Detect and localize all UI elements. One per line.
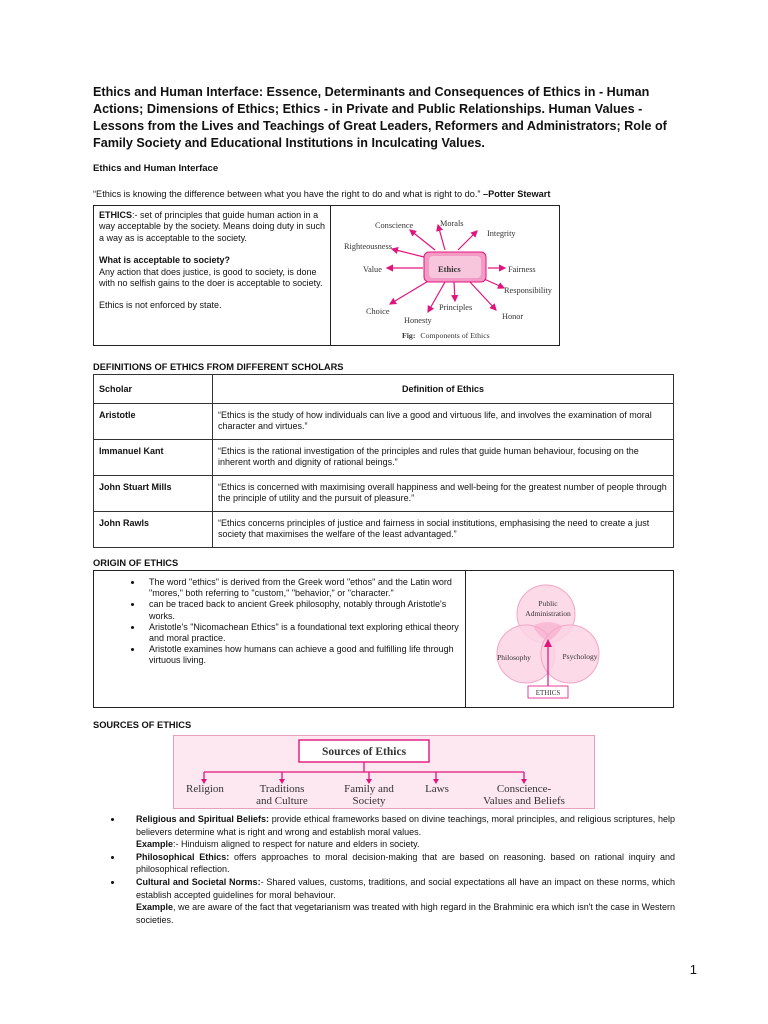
- sources-heading: SOURCES OF ETHICS: [93, 720, 192, 730]
- table-row: [94, 404, 674, 440]
- quote-text: “Ethics is knowing the difference between what you have the right to do and what is right to do.”: [93, 189, 481, 199]
- origin-bullet: • can be traced back to ancient Greek philosophy, notably through Aristotle's works.: [143, 599, 465, 621]
- venn-top-line2: Administration: [525, 609, 571, 618]
- sources-diagram-title: Sources of Ethics: [321, 746, 407, 758]
- ethics-answer: Any action that does justice, is good to society, is done with no selfish gains to the doer is acceptable to society.: [99, 266, 323, 289]
- diagram-center-label: Ethics: [438, 264, 461, 274]
- table-row: [94, 512, 674, 548]
- venn-diagram: [466, 571, 673, 707]
- source-bullet-label: Philosophical Ethics:: [136, 851, 230, 862]
- source-religion: Religion: [186, 783, 224, 795]
- venn-left-label: Philosophy: [497, 653, 531, 662]
- component-value: Value: [363, 265, 382, 274]
- origin-bullet: • Aristotle's "Nicomachean Ethics" is a foundational text exploring ethical theory and moral practice.: [143, 622, 465, 644]
- source-bullet-label: Religious and Spiritual Beliefs:: [136, 814, 270, 824]
- source-bullet: • Religious and Spiritual Beliefs: provide ethical frameworks based on divine teachings, moral principles, and religious scriptures, help believers determine what is right and wrong and establish moral values. Example:- Hinduism aligned to respect for nature and elders in society.: [123, 813, 675, 851]
- ethics-definition: :- set of principles that guide human action in a way acceptable by the society. Means doing duty in such a way as is acceptable to the society.: [99, 210, 325, 243]
- components-of-ethics-diagram: [330, 206, 559, 346]
- svg-text:Fig: Components of Ethic: [402, 331, 490, 340]
- example-label: Example: [136, 902, 174, 913]
- origin-heading: ORIGIN OF ETHICS: [93, 558, 179, 568]
- component-fairness: Fairness: [508, 265, 536, 274]
- source-laws: Laws: [425, 783, 449, 795]
- table-header-row: [94, 375, 674, 404]
- component-honesty: Honesty: [404, 316, 432, 325]
- sources-tree: [174, 736, 594, 808]
- component-honor: Honor: [502, 312, 524, 321]
- scholar-cell: Immanuel Kant: [94, 440, 213, 476]
- ethics-definition-box: [93, 205, 331, 346]
- definition-cell: “Ethics concerns principles of justice and fairness in social institutions, emphasising the need to create a just society that maximises the welfare of the least advantaged.”: [213, 512, 674, 548]
- component-righteousness: Righteousness: [344, 242, 392, 251]
- component-integrity: Integrity: [487, 229, 516, 238]
- origin-text-box: [93, 570, 466, 708]
- definition-cell: “Ethics is concerned with maximising overall happiness and well-being for the greatest number of people through the principle of utility and the pursuit of pleasure.”: [213, 476, 674, 512]
- source-conscience-line2: Values and Beliefs: [483, 795, 565, 807]
- sources-list: [93, 813, 675, 926]
- ethics-term: ETHICS: [99, 210, 133, 220]
- definition-cell: “Ethics is the rational investigation of the principles and rules that guide human behaviour, focusing on the inherent worth and dignity of rational beings.”: [213, 440, 674, 476]
- scholar-cell: Aristotle: [94, 404, 213, 440]
- quote: [93, 189, 550, 199]
- venn-top-line1: Public: [538, 599, 558, 608]
- origin-bullet: • The word "ethics" is derived from the Greek word "ethos" and the Latin word "mores," both referring to "custom," "behavior," or "character.": [143, 577, 465, 599]
- column-header-definition: Definition of Ethics: [213, 375, 674, 404]
- table-row: [94, 476, 674, 512]
- ethics-question: What is acceptable to society?: [99, 255, 231, 266]
- definition-cell: “Ethics is the study of how individuals can live a good and virtuous life, and involves the examination of moral character and virtues.”: [213, 404, 674, 440]
- venn-bottom-label: ETHICS: [535, 689, 561, 697]
- source-bullet-label: Cultural and Societal Norms:: [136, 876, 261, 887]
- subheading: Ethics and Human Interface: [93, 163, 219, 174]
- scholar-cell: John Stuart Mills: [94, 476, 213, 512]
- diagram-caption-label: Fig:: [402, 331, 416, 340]
- quote-author: –Potter Stewart: [483, 189, 551, 199]
- source-family-line2: Society: [352, 795, 386, 807]
- ethics-note: Ethics is not enforced by state.: [99, 300, 222, 311]
- source-bullet: • Cultural and Societal Norms:- Shared values, customs, traditions, and social expectations all have an impact on these norms, which establish accepted guidelines for moral behaviour. Example, we are aware of the fact that vegetarianism was treated with high regard in the Brahminic era which isn't the case in Western societies.: [123, 876, 675, 926]
- source-traditions-line2: and Culture: [256, 795, 308, 807]
- origin-venn-box: [465, 570, 674, 708]
- components-diagram-box: [330, 205, 560, 346]
- origin-bullet: • Aristotle examines how humans can achieve a good and fulfilling life through virtuous living.: [143, 644, 465, 666]
- source-bullet: • Philosophical Ethics: offers approaches to moral decision-making that are based on reasoning. based on rational inquiry and philosophical reflection.: [123, 851, 675, 876]
- component-conscience: Conscience: [375, 221, 414, 230]
- page-number: 1: [689, 962, 697, 977]
- column-header-scholar: Scholar: [94, 375, 213, 404]
- definitions-heading: DEFINITIONS OF ETHICS FROM DIFFERENT SCHOLARS: [93, 362, 344, 372]
- source-traditions-line1: Traditions: [259, 783, 305, 795]
- diagram-caption: Components of Ethics: [420, 331, 490, 340]
- page-title: Ethics and Human Interface: Essence, Determinants and Consequences of Ethics in - Human Actions; Dimensions of Ethics; Ethics - in Private and Public Relationships. Human Values - Lessons from the Lives and Teachings of Great Leaders, Reformers and Administrators; Role of Family Society and Educational Institutions in Inculcating Values.: [93, 85, 667, 150]
- component-choice: Choice: [366, 307, 390, 316]
- component-principles: Principles: [439, 303, 473, 312]
- table-row: [94, 440, 674, 476]
- definitions-table: [93, 374, 674, 548]
- source-conscience-line1: Conscience-: [496, 783, 552, 795]
- sources-diagram: [173, 735, 595, 809]
- example-label: Example: [136, 839, 174, 850]
- venn-right-label: Psychology: [562, 652, 598, 661]
- component-morals: Morals: [440, 219, 464, 228]
- component-responsibility: Responsibility: [504, 286, 552, 295]
- scholar-cell: John Rawls: [94, 512, 213, 548]
- source-family-line1: Family and: [344, 783, 394, 795]
